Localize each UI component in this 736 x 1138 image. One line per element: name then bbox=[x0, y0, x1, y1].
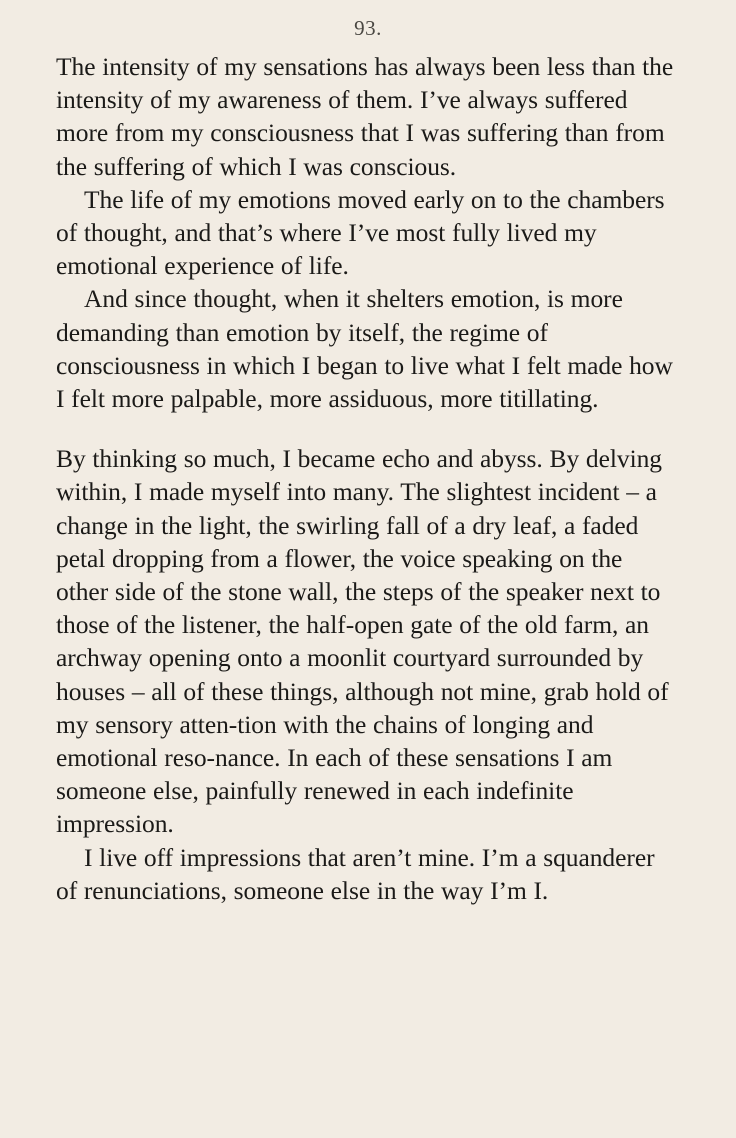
paragraph: I live off impressions that aren’t mine. I’m a squanderer of renunciations, someone else in the way I’m I. bbox=[56, 842, 655, 905]
paragraph: The life of my emotions moved early on to the chambers of thought, and that’s where I’ve most fully lived my emotional experience of life. bbox=[56, 184, 665, 281]
paragraph: And since thought, when it shelters emotion, is more demanding than emotion by itself, the regime of consciousness in which I began to live what I felt made how I felt more palpable, more assiduous, more titillating. bbox=[56, 284, 673, 414]
page-number: 93. bbox=[354, 16, 382, 40]
page-body bbox=[56, 50, 680, 907]
paragraph: By thinking so much, I became echo and abyss. By delving within, I made myself into many. The slightest incident – a change in the light, the swirling fall of a dry leaf, a faded petal dropping from a flower, the voice speaking on the other side of the stone wall, the steps of the speaker next to those of the listener, the half-open gate of the old farm, an archway opening onto a moonlit courtyard surrounded by houses – all of these things, although not mine, grab hold of my sensory atten-tion with the chains of longing and emotional reso-nance. In each of these sensations I am someone else, painfully renewed in each indefinite impression. bbox=[56, 444, 669, 839]
paragraph-block-separator bbox=[56, 415, 680, 442]
text-block-2 bbox=[56, 442, 680, 907]
text-block-1 bbox=[56, 50, 680, 415]
paragraph: The intensity of my sensations has always been less than the intensity of my awareness of them. I’ve always suffered more from my consciousness that I was suffering than from the suffering of which I was conscious. bbox=[56, 52, 674, 181]
